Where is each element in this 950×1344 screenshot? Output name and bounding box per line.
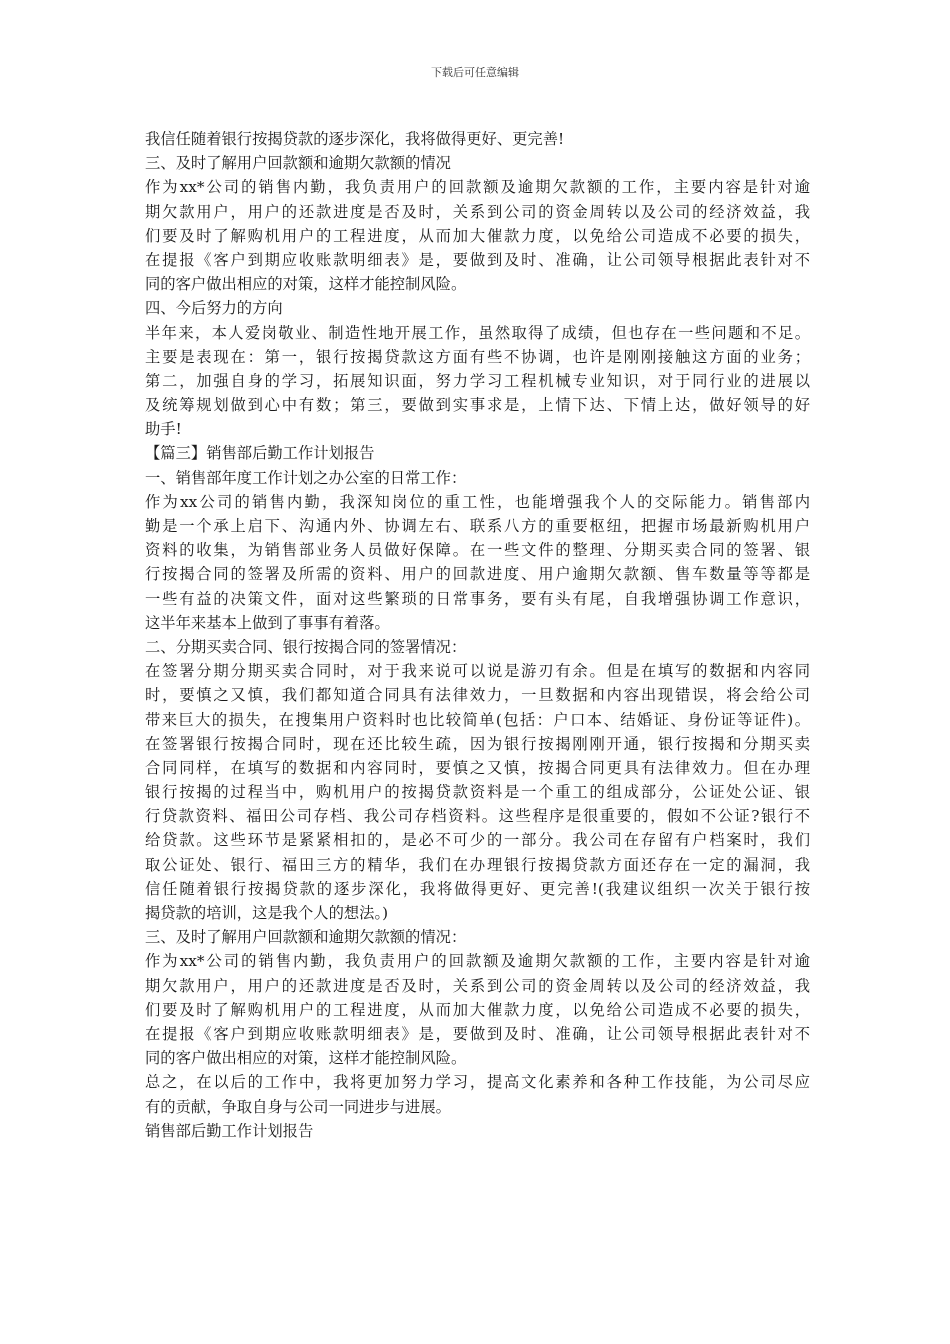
text-line: 作为xx*公司的销售内勤，我负责用户的回款额及逾期欠款额的工作，主要内容是针对逾: [145, 952, 810, 971]
text-line: 三、及时了解用户回款额和逾期欠款额的情况：: [145, 928, 467, 947]
text-line: 及统筹规划做到心中有数；第三，要做到实事求是，上情下达、下情上达，做好领导的好: [145, 396, 810, 415]
text-line: 揭贷款的培训，这是我个人的想法。): [145, 904, 389, 922]
text-line: 总之，在以后的工作中，我将更加努力学习，提高文化素养和各种工作技能，为公司尽应: [145, 1073, 810, 1092]
text-line: 一些有益的决策文件，面对这些繁琐的日常事务，要有头有尾，自我增强协调工作意识，: [145, 589, 810, 608]
text-line: 第二，加强自身的学习，拓展知识面，努力学习工程机械专业知识，对于同行业的进展以: [145, 371, 810, 390]
text-line: 在签署银行按揭合同时，现在还比较生疏，因为银行按揭刚刚开通，银行按揭和分期买卖: [145, 734, 810, 753]
text-line: 银行按揭的过程当中，购机用户的按揭贷款资料是一个重工的组成部分，公证处公证、银: [145, 783, 810, 802]
text-line: 期欠款用户，用户的还款进度是否及时，关系到公司的资金周转以及公司的经济效益，我: [145, 202, 810, 221]
text-line: 们要及时了解购机用户的工程进度，从而加大催款力度，以免给公司造成不必要的损失，: [145, 226, 810, 245]
text-line: 助手!: [145, 420, 182, 439]
text-line: 同的客户做出相应的对策，这样才能控制风险。: [145, 1049, 467, 1068]
text-line: 行贷款资料、福田公司存档、我公司存档资料。这些程序是很重要的，假如不公证?银行不: [145, 807, 810, 826]
text-line: 三、及时了解用户回款额和逾期欠款额的情况: [145, 154, 451, 173]
text-line: 四、今后努力的方向: [145, 299, 283, 318]
text-line: 同的客户做出相应的对策，这样才能控制风险。: [145, 275, 467, 294]
text-line: 主要是表现在：第一，银行按揭贷款这方面有些不协调，也许是刚刚接触这方面的业务；: [145, 347, 810, 366]
text-line: 带来巨大的损失，在搜集用户资料时也比较简单(包括：户口本、结婚证、身份证等证件)。: [145, 710, 810, 729]
text-line: 们要及时了解购机用户的工程进度，从而加大催款力度，以免给公司造成不必要的损失，: [145, 1000, 810, 1019]
text-line: 作为xx*公司的销售内勤，我负责用户的回款额及逾期欠款额的工作，主要内容是针对逾: [145, 178, 810, 197]
text-line: 行按揭合同的签署及所需的资料、用户的回款进度、用户逾期欠款额、售车数量等等都是: [145, 565, 810, 584]
text-line: 在提报《客户到期应收账款明细表》是，要做到及时、准确，让公司领导根据此表针对不: [145, 1024, 810, 1043]
text-line: 【篇三】销售部后勤工作计划报告: [145, 444, 375, 463]
text-line: 销售部后勤工作计划报告: [145, 1121, 314, 1140]
text-line: 勤是一个承上启下、沟通内外、协调左右、联系八方的重要枢纽，把握市场最新购机用户: [145, 517, 810, 535]
text-line: 有的贡献，争取自身与公司一同进步与进展。: [145, 1097, 451, 1116]
text-line: 在提报《客户到期应收账款明细表》是，要做到及时、准确，让公司领导根据此表针对不: [145, 250, 810, 269]
text-line: 在签署分期分期买卖合同时，对于我来说可以说是游刃有余。但是在填写的数据和内容同: [145, 662, 810, 681]
text-line: 二、分期买卖合同、银行按揭合同的签署情况：: [145, 637, 467, 656]
text-line: 给贷款。这些环节是紧紧相扣的，是必不可少的一部分。我公司在存留有户档案时，我们: [145, 831, 810, 850]
text-line: 我信任随着银行按揭贷款的逐步深化，我将做得更好、更完善!: [145, 130, 565, 148]
text-line: 期欠款用户，用户的还款进度是否及时，关系到公司的资金周转以及公司的经济效益，我: [145, 976, 810, 995]
text-line: 资料的收集，为销售部业务人员做好保障。在一些文件的整理、分期买卖合同的签署、银: [145, 541, 810, 560]
text-line: 合同同样，在填写的数据和内容同时，要慎之又慎，按揭合同更具有法律效力。但在办理: [145, 758, 810, 777]
page-header: 下载后可任意编辑: [431, 66, 519, 79]
text-line: 信任随着银行按揭贷款的逐步深化，我将做得更好、更完善!(我建议组织一次关于银行按: [145, 879, 810, 898]
text-line: 这半年来基本上做到了事事有着落。: [145, 613, 390, 632]
text-line: 作为xx公司的销售内勤，我深知岗位的重工性，也能增强我个人的交际能力。销售部内: [145, 492, 810, 511]
text-line: 半年来，本人爱岗敬业、制造性地开展工作，虽然取得了成绩，但也存在一些问题和不足。: [145, 323, 810, 342]
text-line: 取公证处、银行、福田三方的精华，我们在办理银行按揭贷款方面还存在一定的漏洞，我: [145, 855, 810, 874]
text-line: 一、销售部年度工作计划之办公室的日常工作：: [145, 468, 467, 487]
document-body: [145, 127, 810, 1143]
text-line: 时，要慎之又慎，我们都知道合同具有法律效力，一旦数据和内容出现错误，将会给公司: [145, 686, 810, 705]
